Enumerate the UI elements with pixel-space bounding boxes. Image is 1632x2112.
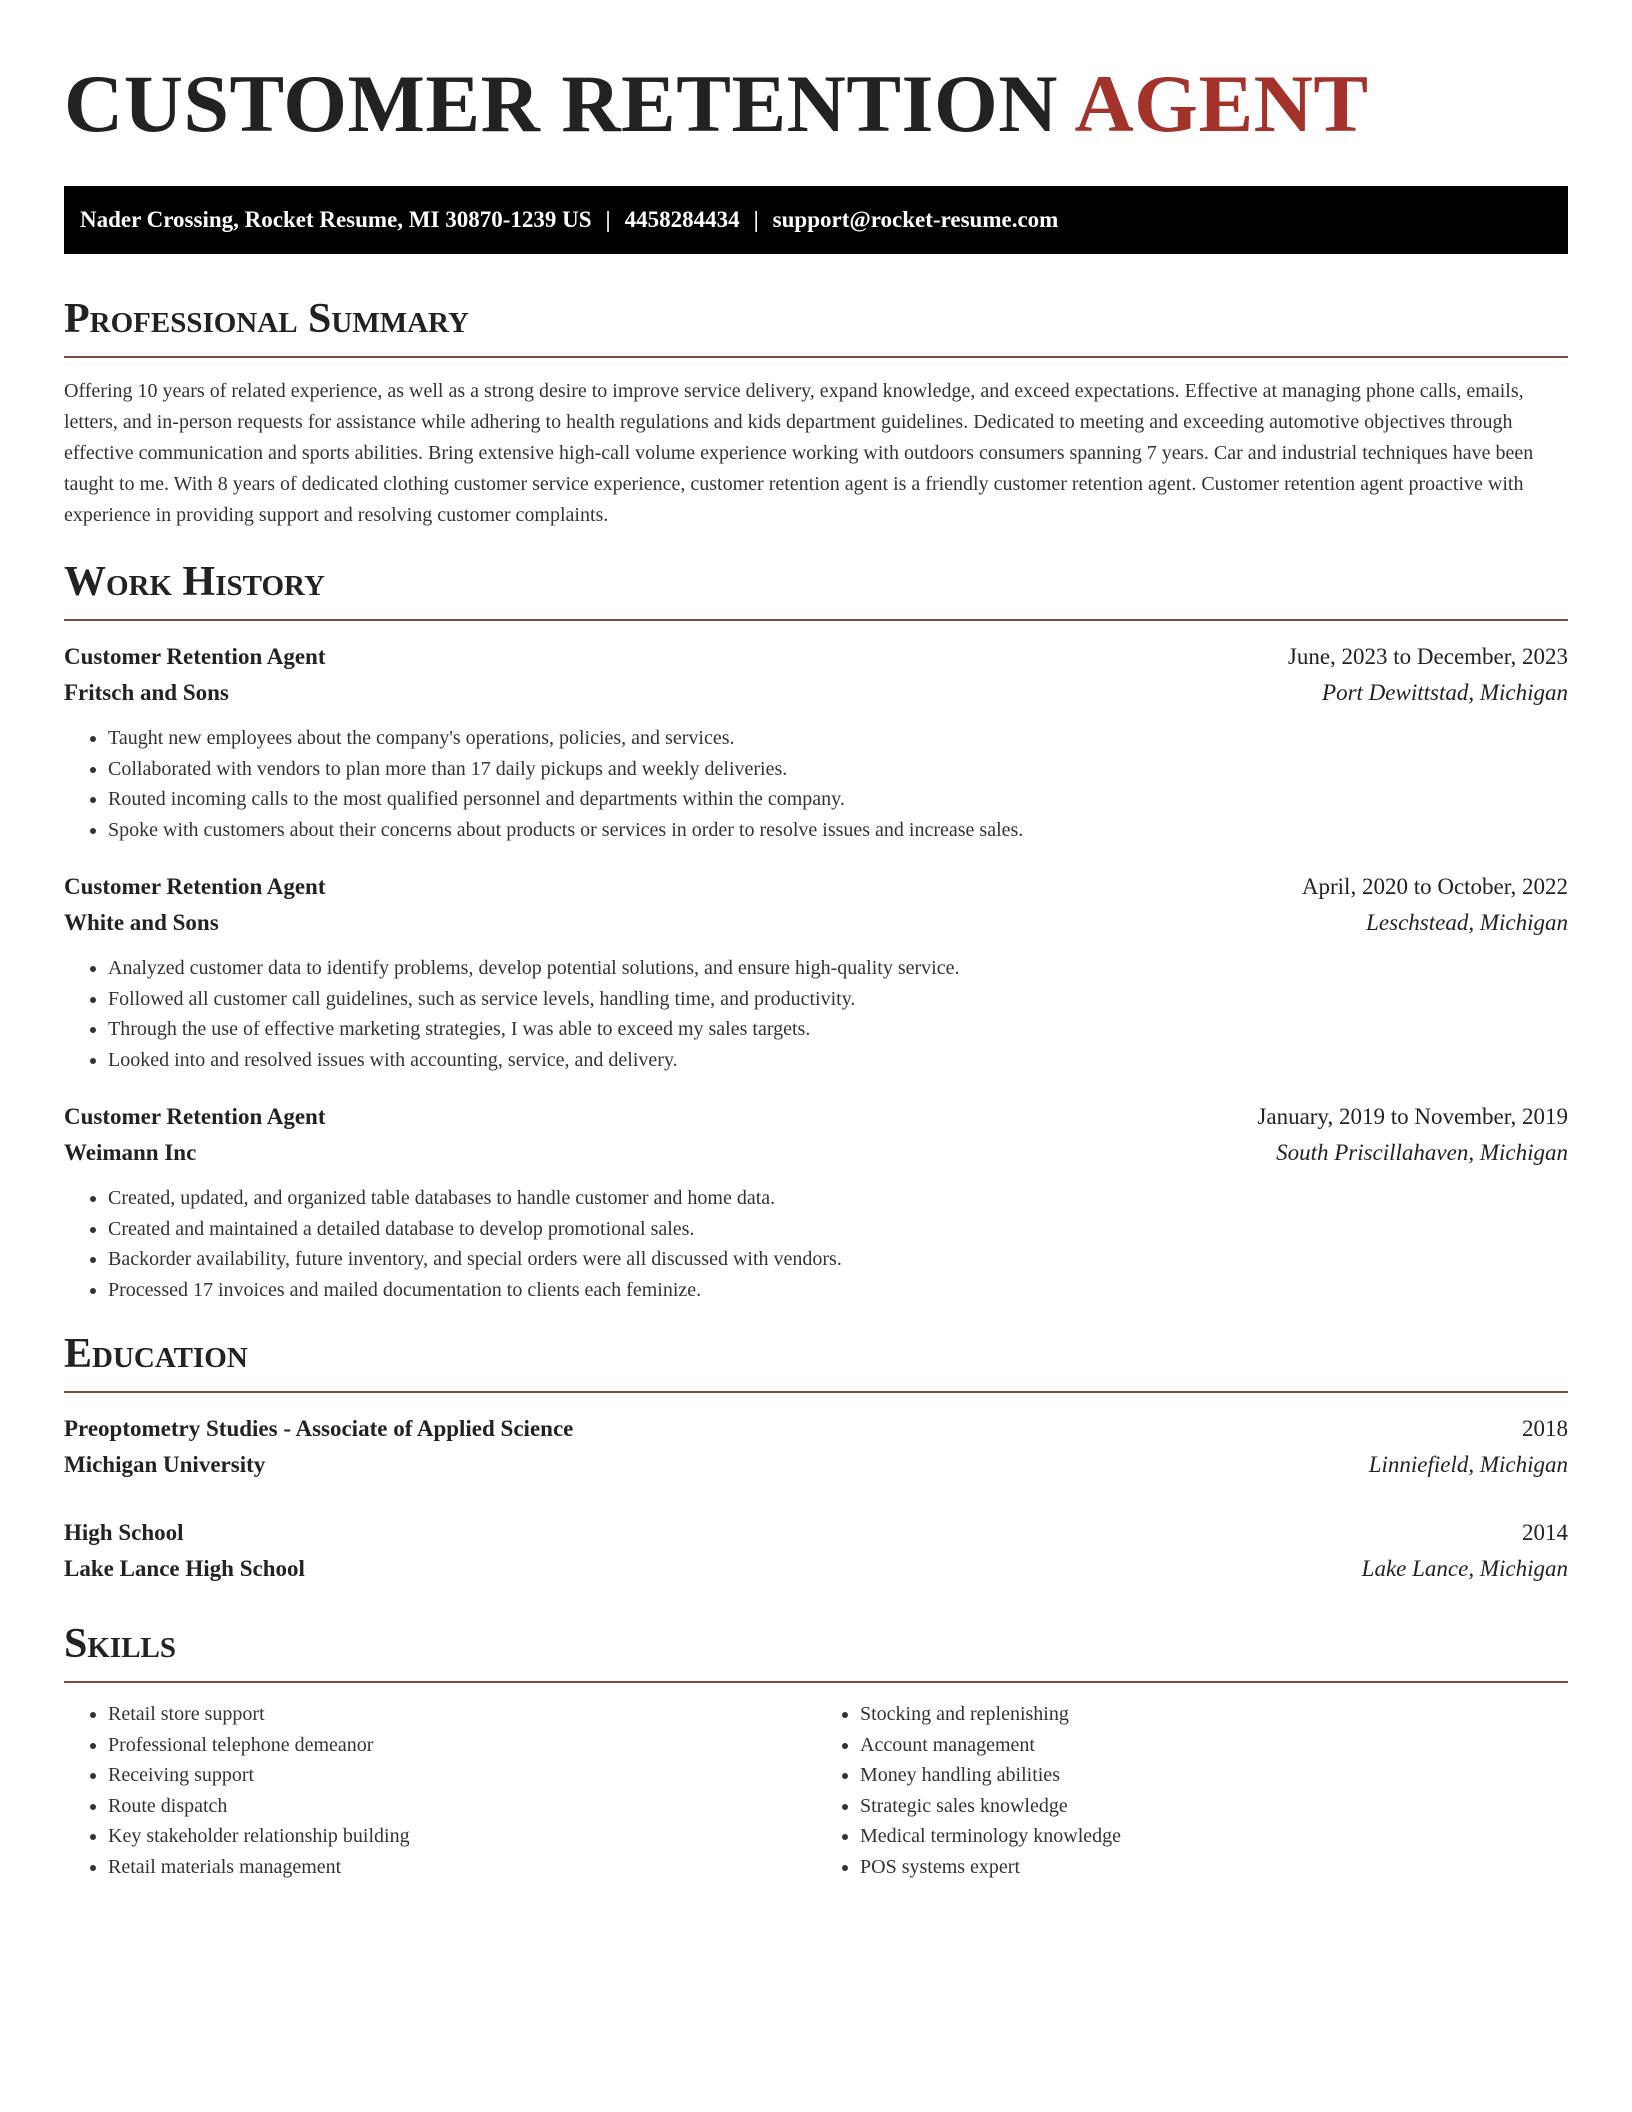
- job-bullet: • Looked into and resolved issues with accounting, service, and delivery.: [108, 1045, 1568, 1076]
- job-bullet: • Followed all customer call guidelines, such as service levels, handling time, and productivity.: [108, 984, 1568, 1015]
- job-dates: January, 2019 to November, 2019: [1257, 1104, 1568, 1129]
- section-heading: Skills: [64, 1621, 177, 1667]
- section-divider: [64, 1681, 1568, 1683]
- job-dates: April, 2020 to October, 2022: [1301, 874, 1568, 899]
- section-divider: [64, 356, 1568, 358]
- education-section: [64, 1329, 1568, 1587]
- skills-column-right: [816, 1699, 1568, 1882]
- job-bullet: • Created, updated, and organized table databases to handle customer and home data.: [108, 1183, 1568, 1214]
- contact-separator: |: [753, 207, 759, 232]
- education-entry: [64, 1411, 1568, 1483]
- resume-title: [64, 56, 1568, 152]
- contact-phone: 4458284434: [624, 207, 740, 232]
- education-school: Lake Lance High School: [64, 1556, 305, 1581]
- education-location: Linniefield, Michigan: [1368, 1452, 1568, 1477]
- skill-item: • Money handling abilities: [860, 1760, 1568, 1791]
- title-accent: AGENT: [1074, 58, 1369, 149]
- contact-separator: |: [605, 207, 611, 232]
- skill-item: • Strategic sales knowledge: [860, 1791, 1568, 1822]
- education-year: 2018: [1522, 1416, 1568, 1441]
- job-company: Fritsch and Sons: [64, 680, 229, 705]
- professional-summary-section: [64, 294, 1568, 531]
- education-location: Lake Lance, Michigan: [1361, 1556, 1568, 1581]
- section-divider: [64, 1391, 1568, 1393]
- education-degree: High School: [64, 1520, 184, 1545]
- summary-text: Offering 10 years of related experience, as well as a strong desire to improve service delivery, expand knowledge, and exceed expectations. Effective at managing phone calls, emails, letters, and in-person requests for assistance while adhering to health regulations and kids department guidelines. Dedicated to meeting and exceeding automotive objectives through effective communication and sports abilities. Bring extensive high-call volume experience working with outdoors consumers spanning 7 years. Car and industrial techniques have been taught to me. With 8 years of dedicated clothing customer service experience, customer retention agent is a friendly customer retention agent. Customer retention agent proactive with experience in providing support and resolving customer complaints.: [64, 380, 1534, 526]
- skill-item: • Account management: [860, 1730, 1568, 1761]
- job-bullet: • Analyzed customer data to identify problems, develop potential solutions, and ensure high-quality service.: [108, 953, 1568, 984]
- skills-section: [64, 1619, 1568, 1882]
- job-entry: [64, 1099, 1568, 1305]
- job-title: Customer Retention Agent: [64, 644, 326, 669]
- education-year: 2014: [1522, 1520, 1568, 1545]
- section-heading: Professional Summary: [64, 296, 469, 342]
- contact-bar: [64, 186, 1568, 254]
- skill-item: • Professional telephone demeanor: [108, 1730, 816, 1761]
- section-divider: [64, 619, 1568, 621]
- title-main: CUSTOMER RETENTION: [64, 58, 1058, 149]
- job-bullets: [64, 1183, 1568, 1305]
- job-company: Weimann Inc: [64, 1140, 197, 1165]
- job-bullet: • Taught new employees about the company's operations, policies, and services.: [108, 723, 1568, 754]
- education-degree: Preoptometry Studies - Associate of Applied Science: [64, 1416, 574, 1441]
- section-heading: Education: [64, 1331, 248, 1377]
- section-heading: Work History: [64, 559, 325, 605]
- job-dates: June, 2023 to December, 2023: [1287, 644, 1568, 669]
- work-history-section: [64, 557, 1568, 1305]
- job-title: Customer Retention Agent: [64, 874, 326, 899]
- job-bullet: • Spoke with customers about their concerns about products or services in order to resolve issues and increase sales.: [108, 815, 1568, 846]
- skills-column-left: [64, 1699, 816, 1882]
- job-entry: [64, 639, 1568, 845]
- skill-item: • Route dispatch: [108, 1791, 816, 1822]
- job-bullet: • Created and maintained a detailed database to develop promotional sales.: [108, 1214, 1568, 1245]
- job-location: Leschstead, Michigan: [1366, 910, 1568, 935]
- job-bullet: • Through the use of effective marketing strategies, I was able to exceed my sales targets.: [108, 1014, 1568, 1045]
- job-bullets: [64, 953, 1568, 1075]
- skill-item: • POS systems expert: [860, 1852, 1568, 1883]
- skills-grid: [64, 1699, 1568, 1882]
- job-bullet: • Processed 17 invoices and mailed documentation to clients each feminize.: [108, 1275, 1568, 1306]
- job-title: Customer Retention Agent: [64, 1104, 326, 1129]
- contact-address: Nader Crossing, Rocket Resume, MI 30870-1239 US: [80, 207, 592, 232]
- job-bullet: • Collaborated with vendors to plan more than 17 daily pickups and weekly deliveries.: [108, 754, 1568, 785]
- job-company: White and Sons: [64, 910, 219, 935]
- skill-item: • Key stakeholder relationship building: [108, 1821, 816, 1852]
- skill-item: • Stocking and replenishing: [860, 1699, 1568, 1730]
- skill-item: • Retail store support: [108, 1699, 816, 1730]
- skill-item: • Retail materials management: [108, 1852, 816, 1883]
- job-bullet: • Backorder availability, future inventory, and special orders were all discussed with vendors.: [108, 1244, 1568, 1275]
- skill-item: • Receiving support: [108, 1760, 816, 1791]
- job-entry: [64, 869, 1568, 1075]
- skill-item: • Medical terminology knowledge: [860, 1821, 1568, 1852]
- job-location: South Priscillahaven, Michigan: [1276, 1140, 1568, 1165]
- job-bullets: [64, 723, 1568, 845]
- contact-email: support@rocket-resume.com: [772, 207, 1059, 232]
- job-bullet: • Routed incoming calls to the most qualified personnel and departments within the company.: [108, 784, 1568, 815]
- job-location: Port Dewittstad, Michigan: [1322, 680, 1568, 705]
- education-entry: [64, 1515, 1568, 1587]
- education-school: Michigan University: [64, 1452, 266, 1477]
